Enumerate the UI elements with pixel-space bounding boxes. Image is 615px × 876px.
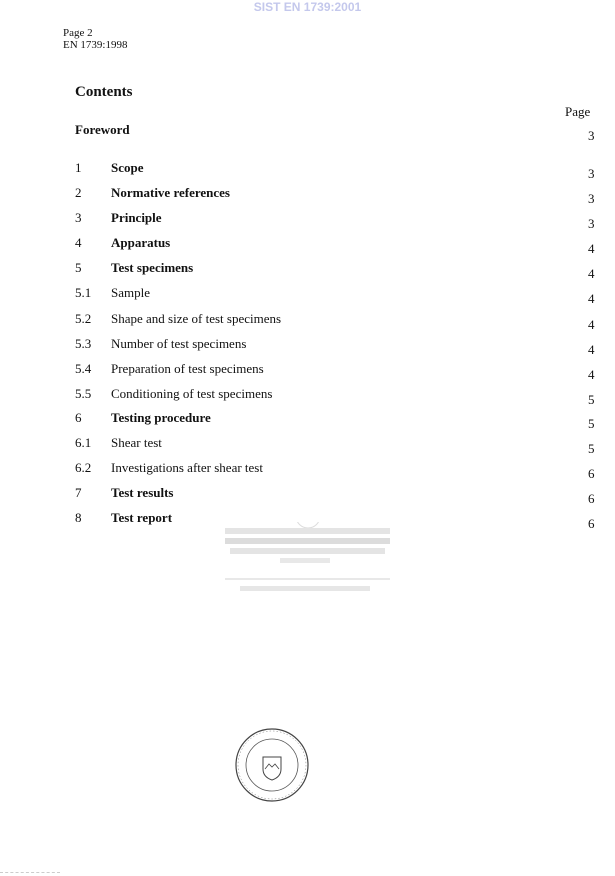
footer-line: [0, 872, 60, 873]
toc-entry-page: 5: [588, 392, 595, 407]
page-column-label: Page: [565, 104, 591, 119]
toc-entry-page: 5: [588, 416, 595, 431]
toc-entry-number: 5.2: [75, 311, 92, 326]
toc-entry-page: 4: [588, 266, 595, 281]
toc-entry-label: Testing procedure: [111, 410, 211, 425]
toc-entry-page: 4: [588, 241, 595, 256]
toc-entry-page: 3: [588, 191, 595, 206]
watermark: SIST EN 1739:2001: [253, 0, 362, 14]
seal-emblem-icon: [234, 727, 310, 803]
toc-entry-number: 6.2: [75, 460, 92, 475]
toc-entry-label: Test results: [111, 485, 174, 500]
faded-stamp: [225, 522, 395, 597]
toc-entry-label: Preparation of test specimens: [111, 361, 264, 376]
toc-entry-number: 8: [75, 510, 82, 525]
toc-entry-label: Foreword: [75, 122, 130, 137]
toc-entry-page: 6: [588, 466, 595, 481]
toc-entry-label: Test report: [111, 510, 173, 525]
toc-entry-number: 4: [75, 235, 82, 250]
toc-entry-number: 5.1: [75, 285, 92, 300]
toc-entry-page: 4: [588, 342, 595, 357]
toc-entry-page: 3: [588, 216, 595, 231]
toc-entry-label: Principle: [111, 210, 162, 225]
toc-entry-label: Test specimens: [111, 260, 194, 275]
toc-entry-page: 4: [588, 367, 595, 382]
toc-entry-number: 5.3: [75, 336, 92, 351]
toc-entry-number: 1: [75, 160, 82, 175]
toc-entry-label: Sample: [111, 285, 150, 300]
standard-number: EN 1739:1998: [63, 39, 128, 51]
toc-entry-label: Investigations after shear test: [111, 460, 263, 475]
toc-entry-label: Conditioning of test specimens: [111, 386, 273, 401]
toc-entry-page: 3: [588, 166, 595, 181]
toc-entry-number: 3: [75, 210, 82, 225]
contents-title: Contents: [75, 84, 133, 100]
toc-entry-label: Shape and size of test specimens: [111, 311, 282, 326]
toc-entry-page: 5: [588, 441, 595, 456]
toc-entry-label: Normative references: [111, 185, 230, 200]
toc-entry-number: 6.1: [75, 435, 92, 450]
toc-entry-page: 6: [588, 516, 595, 531]
toc-entry-page: 4: [588, 317, 595, 332]
faded-stamp-graphic: [225, 522, 395, 597]
toc-entry-number: 2: [75, 185, 82, 200]
toc-entry-page: 4: [588, 291, 595, 306]
toc-entry-label: Scope: [111, 160, 144, 175]
toc-entry-number: 5.4: [75, 361, 92, 376]
toc-entry-number: 5: [75, 260, 82, 275]
toc-entry-number: 6: [75, 410, 82, 425]
toc-entry-page: 6: [588, 491, 595, 506]
toc-entry-label: Number of test specimens: [111, 336, 247, 351]
toc-entry-page: 3: [588, 128, 595, 143]
official-seal: [234, 727, 310, 808]
toc-entry-number: 7: [75, 485, 82, 500]
toc-entry-number: 5.5: [75, 386, 92, 401]
toc-entry-label: Shear test: [111, 435, 162, 450]
page-number: Page 2: [63, 27, 93, 39]
toc-entry-label: Apparatus: [111, 235, 171, 250]
